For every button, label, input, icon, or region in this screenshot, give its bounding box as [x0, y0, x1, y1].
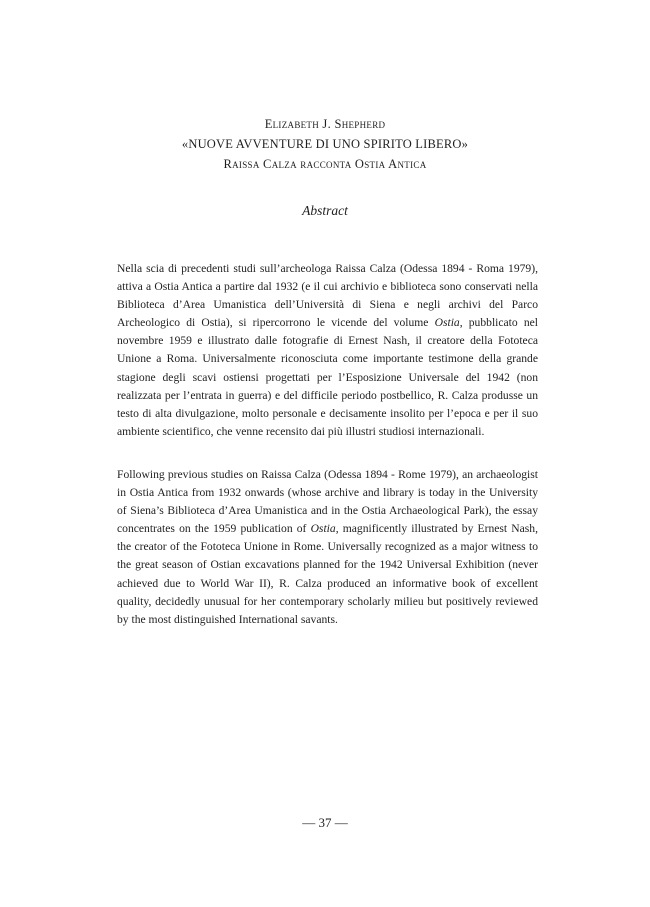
abstract-en-text-1: Following previous studies on Raissa Calza (Odessa 1894 - Rome 1979), an archaeologist in Ostia Antica from 1932 onwards (whose archive and library is today in the University of Siena’s Biblioteca d’Area Umanistica and in the Ostia Archaeological Park), the essay concentrates on the 1959 publication of: [117, 468, 538, 536]
abstract-en-book-title: Ostia: [310, 522, 336, 536]
abstract-heading: Abstract: [302, 203, 348, 218]
author-name: Elizabeth J. Shepherd: [264, 117, 386, 131]
abstract-paragraph-italian: [117, 260, 538, 441]
abstract-it-text-2: , pubblicato nel novembre 1959 e illustrato dalle fotografie di Ernest Nash, il creatore della Fototeca Unione a Roma. Universalmente riconosciuta come importante testimone della grande stagione degli scavi ostiensi progettati per l’Esposizione Universale del 1942 (non realizzata per l’entrata in guerra) e del difficile periodo postbellico, R. Calza produsse un testo di alta divulgazione, molto personale e decisamente insolito per l’epoca e per il suo ambiente scientifico, che venne recensito dai più illustri studiosi internazionali.: [117, 316, 538, 438]
page-number: — 37 —: [302, 815, 348, 830]
abstract-en-text-2: , magnificently illustrated by Ernest Nash, the creator of the Fototeca Unione in Rome. Universally recognized as a major witness to the great season of Ostian excavations planned for the 1942 Universal Exhibition (never achieved due to World War II), R. Calza produced an informative book of excellent quality, decidedly unusual for her contemporary scholarly milieu but positively reviewed by the most distinguished International savants.: [117, 522, 538, 626]
abstract-paragraph-english: [117, 466, 538, 629]
abstract-it-text-1: Nella scia di precedenti studi sull’archeologa Raissa Calza (Odessa 1894 - Roma 1979), attiva a Ostia Antica a partire dal 1932 (e il cui archivio e biblioteca sono conservati nella Biblioteca d’Area Umanistica dell’Università di Siena e negli archivi del Parco Archeologico di Ostia), si ripercorrono le vicende del volume: [117, 262, 538, 330]
article-subtitle: Raissa Calza racconta Ostia Antica: [223, 157, 427, 171]
article-title: «NUOVE AVVENTURE DI UNO SPIRITO LIBERO»: [181, 137, 469, 151]
article-header: [0, 114, 650, 174]
abstract-it-book-title: Ostia: [434, 316, 460, 330]
